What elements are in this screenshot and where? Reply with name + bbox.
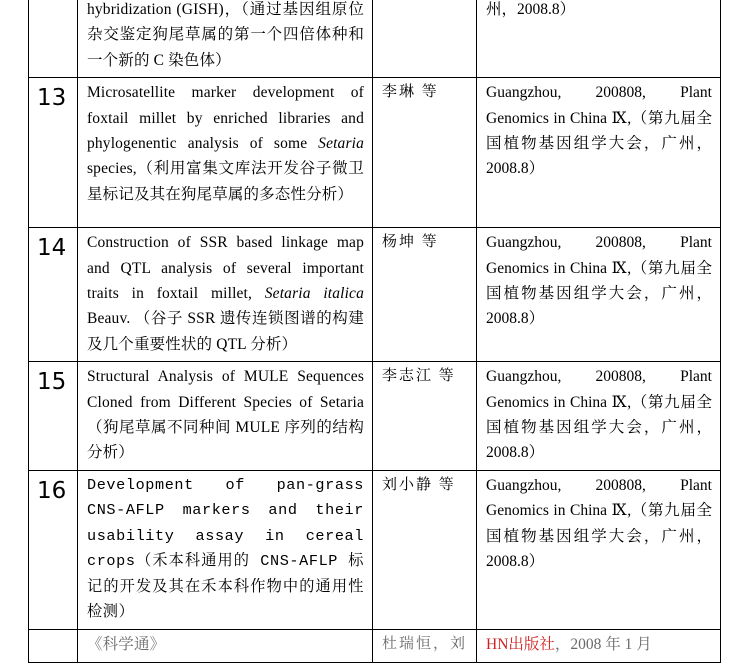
row-number: 16 [29, 470, 78, 629]
authors: 杨坤 等 [373, 228, 477, 362]
paper-title: Structural Analysis of MULE Sequences Cloned from Different Species of Setaria（狗尾草属不同种间 MULE 序列的结构分析） [78, 362, 373, 471]
title-text: hybridization (GISH)，（通过基因组原位杂交鉴定狗尾草属的第一个四倍体种和一个新的 C 染色体） [87, 1, 364, 69]
title-text: Construction of SSR based linkage map and QTL analysis of several important traits in foxtail millet, [87, 234, 364, 303]
table-row [29, 228, 721, 362]
paper-title [78, 0, 373, 78]
authors: 刘小静 等 [373, 470, 477, 629]
paper-title [78, 78, 373, 228]
row-number: 13 [29, 78, 78, 228]
authors: 李琳 等 [373, 78, 477, 228]
authors: 李志江 等 [373, 362, 477, 471]
title-italic-text: Setaria [318, 135, 364, 153]
venue: Guangzhou, 200808, Plant Genomics in China Ⅸ,（第九届全国植物基因组学大会，广州，2008.8） [477, 78, 721, 228]
table-row [29, 470, 721, 629]
row-number [29, 630, 78, 662]
title-text: species,（利用富集文库法开发谷子微卫星标记及其在狗尾草属的多态性分析） [87, 160, 364, 203]
venue-text: ，2008 年 1 月 [554, 636, 652, 654]
authors: 杜瑞恒，刘 [373, 630, 477, 662]
table-row [29, 630, 721, 662]
venue: 州，2008.8） [477, 0, 721, 78]
title-italic-text: Setaria italica [264, 285, 364, 303]
paper-title: Development of pan-grass CNS-AFLP markers and their usability assay in cereal crops（禾本科通用的 CNS-AFLP 标记的开发及其在禾本科作物中的通用性检测） [78, 470, 373, 629]
row-number: 15 [29, 362, 78, 471]
row-number: 14 [29, 228, 78, 362]
table-row [29, 78, 721, 228]
table-row [29, 0, 721, 78]
paper-title [78, 228, 373, 362]
venue-red-text: HN出版社 [486, 636, 555, 654]
row-number [29, 0, 78, 78]
title-text: Microsatellite marker development of foxtail millet by enriched libraries and phylogenentic analysis of some [87, 84, 364, 153]
authors [373, 0, 477, 78]
table-row [29, 362, 721, 471]
venue: Guangzhou, 200808, Plant Genomics in China Ⅸ,（第九届全国植物基因组学大会，广州，2008.8） [477, 228, 721, 362]
venue: Guangzhou, 200808, Plant Genomics in China Ⅸ,（第九届全国植物基因组学大会，广州，2008.8） [477, 470, 721, 629]
title-text: Beauv. （谷子 SSR 遗传连锁图谱的构建及几个重要性状的 QTL 分析） [87, 310, 364, 353]
venue: Guangzhou, 200808, Plant Genomics in China Ⅸ,（第九届全国植物基因组学大会，广州，2008.8） [477, 362, 721, 471]
venue [477, 630, 721, 662]
paper-title: 《科学通》 [78, 630, 373, 662]
references-table [28, 0, 721, 663]
